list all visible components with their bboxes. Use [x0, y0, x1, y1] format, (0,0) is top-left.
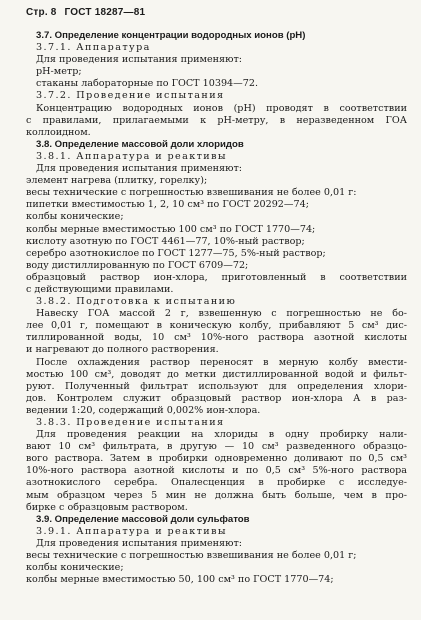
subsection-heading: 3.9.1. Аппаратура и реактивы [36, 525, 227, 537]
text-line: весы технические с погрешностью взвешивания не более 0,01 г; [26, 550, 357, 562]
text-line: Навеску ГОА массой 2 г, взвешенную с погрешностью не бо- [36, 308, 407, 320]
text-line: бирке с образцовым раствором. [26, 501, 188, 513]
text-line: стаканы лабораторные по ГОСТ 10394—72. [36, 78, 259, 90]
text-line: азотнокислого серебра. Опалесценция в пробирке с исследуе- [26, 477, 407, 489]
text-line: пипетки вместимостью 1, 2, 10 см³ по ГОСТ 20292—74; [26, 199, 309, 211]
text-line: мым образцом через 5 мин не должна быть больше, чем в про- [26, 489, 407, 501]
text-line: колбы конические; [26, 211, 124, 223]
page-header [26, 6, 407, 30]
text-line: с правилами, прилагаемыми к рН-метру, в неразведенном ГОА [26, 114, 407, 126]
text-line: кислоту азотную по ГОСТ 4461—77, 10%-ный раствор; [26, 235, 305, 247]
text-line: весы технические с погрешностью взвешивания не более 0,01 г: [26, 187, 357, 199]
text-line: и нагревают до полного растворения. [26, 344, 219, 356]
text-line: Для проведения реакции на хлориды в одну пробирку нали- [36, 429, 407, 441]
text-line: образцовый раствор ион-хлора, приготовленный в соответствии [26, 271, 407, 283]
subsection-heading: 3.8.2. Подготовка к испытанию [36, 296, 237, 308]
text-line: колбы мерные вместимостью 100 см³ по ГОСТ 1770—74; [26, 223, 316, 235]
subsection-heading: 3.8.3. Проведение испытания [36, 417, 225, 428]
text-line: После охлаждения раствор переносят в мерную колбу вмести- [36, 356, 407, 368]
text-line: воду дистиллированную по ГОСТ 6709—72; [26, 259, 249, 271]
text-line: мостью 100 см³, доводят до метки дистиллированной водой и фильт- [26, 368, 407, 380]
text-line: дов. Контролем служит образцовый раствор ион-хлора А в раз- [26, 392, 407, 404]
text-line: Для проведения испытания применяют: [36, 54, 242, 66]
section-heading: 3.9. Определение массовой доли сульфатов [36, 513, 250, 525]
text-line: Для проведения испытания применяют: [36, 537, 242, 549]
document-body [26, 30, 407, 586]
text-line: вого раствора. Затем в пробирки одновременно доливают по 0,5 см³ [26, 453, 407, 465]
section-heading: 3.8. Определение массовой доли хлоридов [36, 138, 244, 150]
subsection-heading: 3.7.2. Проведение испытания [36, 90, 225, 102]
text-line: вают 10 см³ фильтрата, в другую — 10 см³ разведенного образцо- [26, 441, 407, 453]
text-line: Для проведения испытания применяют: [36, 163, 242, 175]
text-line: с действующими правилами. [26, 283, 174, 295]
text-line: 10%-ного раствора азотной кислоты и по 0,5 см³ 5%-ного раствора [26, 465, 407, 477]
subsection-heading: 3.8.1. Аппаратура и реактивы [36, 150, 227, 162]
text-line: рН-метр; [36, 66, 82, 78]
text-line: ведении 1:20, содержащий 0,002% ион-хлора. [26, 404, 261, 416]
standard-number: ГОСТ 18287—81 [64, 7, 146, 18]
subsection-heading: 3.7.1. Аппаратура [36, 42, 151, 54]
text-line: Концентрацию водородных ионов (рН) проводят в соответствии [36, 102, 407, 114]
text-line: элемент нагрева (плитку, горелку); [26, 175, 208, 187]
text-line: тиллированной воды, 10 см³ 10%-ного раствора азотной кислоты [26, 332, 407, 344]
text-line: серебро азотнокислое по ГОСТ 1277—75, 5%-ный раствор; [26, 247, 326, 259]
text-line: колбы конические; [26, 562, 124, 574]
text-line: колбы мерные вместимостью 50, 100 см³ по ГОСТ 1770—74; [26, 574, 334, 586]
text-line: лее 0,01 г, помещают в коническую колбу, прибавляют 5 см³ дис- [26, 320, 407, 332]
page-number: Стр. 8 [26, 7, 57, 18]
text-line: руют. Полученный фильтрат используют для определения хлори- [26, 380, 407, 392]
section-heading: 3.7. Определение концентрации водородных ионов (рН) [36, 30, 306, 41]
text-line: коллоидном. [26, 126, 91, 138]
